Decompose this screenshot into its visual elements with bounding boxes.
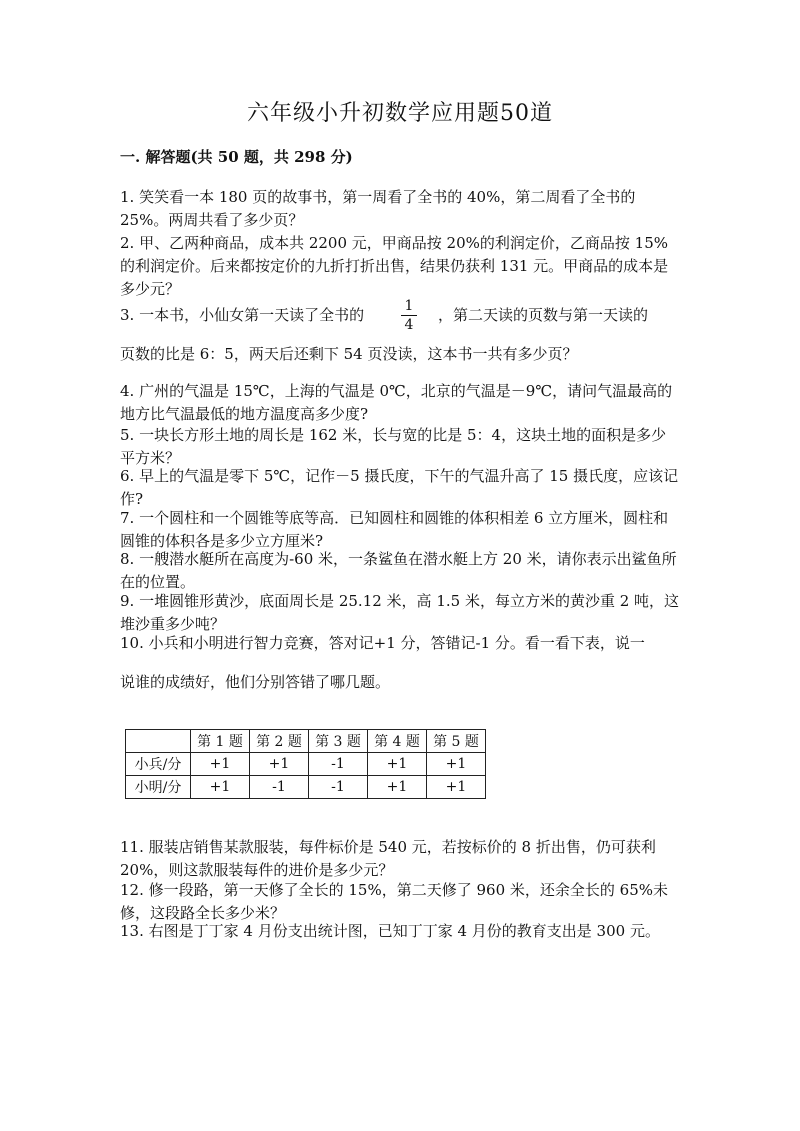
question-4: 4. 广州的气温是 15℃，上海的气温是 0℃，北京的气温是－9℃，请问气温最高的地方比气温最低的地方温度高多少度? bbox=[120, 382, 673, 423]
table-cell: 小明/分 bbox=[126, 776, 191, 799]
question-3-line-1 bbox=[120, 304, 364, 327]
table-cell: -1 bbox=[309, 776, 368, 799]
question-3-text-b: ，第二天读的页数与第一天读的 bbox=[438, 306, 649, 324]
table-header-cell: 第 3 题 bbox=[309, 730, 368, 753]
table-cell: +1 bbox=[191, 776, 250, 799]
page-title: 六年级小升初数学应用题50道 bbox=[247, 101, 553, 126]
fraction-denominator: 4 bbox=[404, 317, 414, 333]
table-header-cell bbox=[126, 730, 191, 753]
question-5: 5. 一块长方形土地的周长是 162 米，长与宽的比是 5：4，这块土地的面积是多少平方米？ bbox=[120, 426, 667, 467]
table-cell: +1 bbox=[427, 776, 486, 799]
table-cell: +1 bbox=[368, 753, 427, 776]
question-10-line-2: 说谁的成绩好，他们分别答错了哪几题。 bbox=[120, 673, 391, 691]
table-header-row bbox=[126, 730, 486, 753]
table-row bbox=[126, 776, 486, 799]
score-table bbox=[125, 729, 486, 799]
fraction-one-quarter bbox=[401, 298, 417, 333]
table-cell: -1 bbox=[309, 753, 368, 776]
question-12: 12. 修一段路，第一天修了全长的 15%，第二天修了 960 米，还余全长的 65%未修，这段路全长多少米？ bbox=[120, 881, 669, 922]
table-header-cell: 第 1 题 bbox=[191, 730, 250, 753]
table-header-cell: 第 5 题 bbox=[427, 730, 486, 753]
table-header-cell: 第 4 题 bbox=[368, 730, 427, 753]
question-9: 9. 一堆圆锥形黄沙，底面周长是 25.12 米，高 1.5 米，每立方米的黄沙重 2 吨，这堆沙重多少吨？ bbox=[120, 592, 680, 633]
table-cell: +1 bbox=[191, 753, 250, 776]
table-cell: +1 bbox=[368, 776, 427, 799]
question-8: 8. 一艘潜水艇所在高度为-60 米，一条鲨鱼在潜水艇上方 20 米，请你表示出鲨鱼所在的位置。 bbox=[120, 550, 677, 591]
question-7: 7. 一个圆柱和一个圆锥等底等高．已知圆柱和圆锥的体积相差 6 立方厘米，圆柱和圆锥的体积各是多少立方厘米? bbox=[120, 509, 669, 550]
table-cell: +1 bbox=[427, 753, 486, 776]
section-heading: 一. 解答题(共 50 题，共 298 分) bbox=[120, 148, 353, 166]
fraction-numerator: 1 bbox=[404, 298, 414, 314]
question-3-line-2: 页数的比是 6：5，两天后还剩下 54 页没读，这本书一共有多少页？ bbox=[120, 345, 578, 363]
table-header-cell: 第 2 题 bbox=[250, 730, 309, 753]
question-11: 11. 服装店销售某款服装，每件标价是 540 元，若按标价的 8 折出售，仍可获利 20%，则这款服装每件的进价是多少元？ bbox=[120, 838, 656, 879]
question-2: 2. 甲、乙两种商品，成本共 2200 元，甲商品按 20%的利润定价，乙商品按 15%的利润定价。后来都按定价的九折打折出售，结果仍获利 131 元。甲商品的成本是多少元？ bbox=[120, 234, 669, 298]
table-cell: 小兵/分 bbox=[126, 753, 191, 776]
question-3-text-a: 3. 一本书，小仙女第一天读了全书的 bbox=[120, 306, 365, 324]
table-cell: -1 bbox=[250, 776, 309, 799]
question-10-line-1: 10. 小兵和小明进行智力竞赛，答对记+1 分，答错记-1 分。看一看下表，说一 bbox=[120, 634, 645, 652]
question-1: 1. 笑笑看一本 180 页的故事书，第一周看了全书的 40%，第二周看了全书的 25%。两周共看了多少页？ bbox=[120, 188, 636, 229]
question-13: 13. 右图是丁丁家 4 月份支出统计图，已知丁丁家 4 月份的教育支出是 300 元。 bbox=[120, 922, 660, 940]
table-cell: +1 bbox=[250, 753, 309, 776]
question-6: 6. 早上的气温是零下 5℃，记作－5 摄氏度，下午的气温升高了 15 摄氏度，应该记作? bbox=[120, 467, 679, 508]
table-row bbox=[126, 753, 486, 776]
